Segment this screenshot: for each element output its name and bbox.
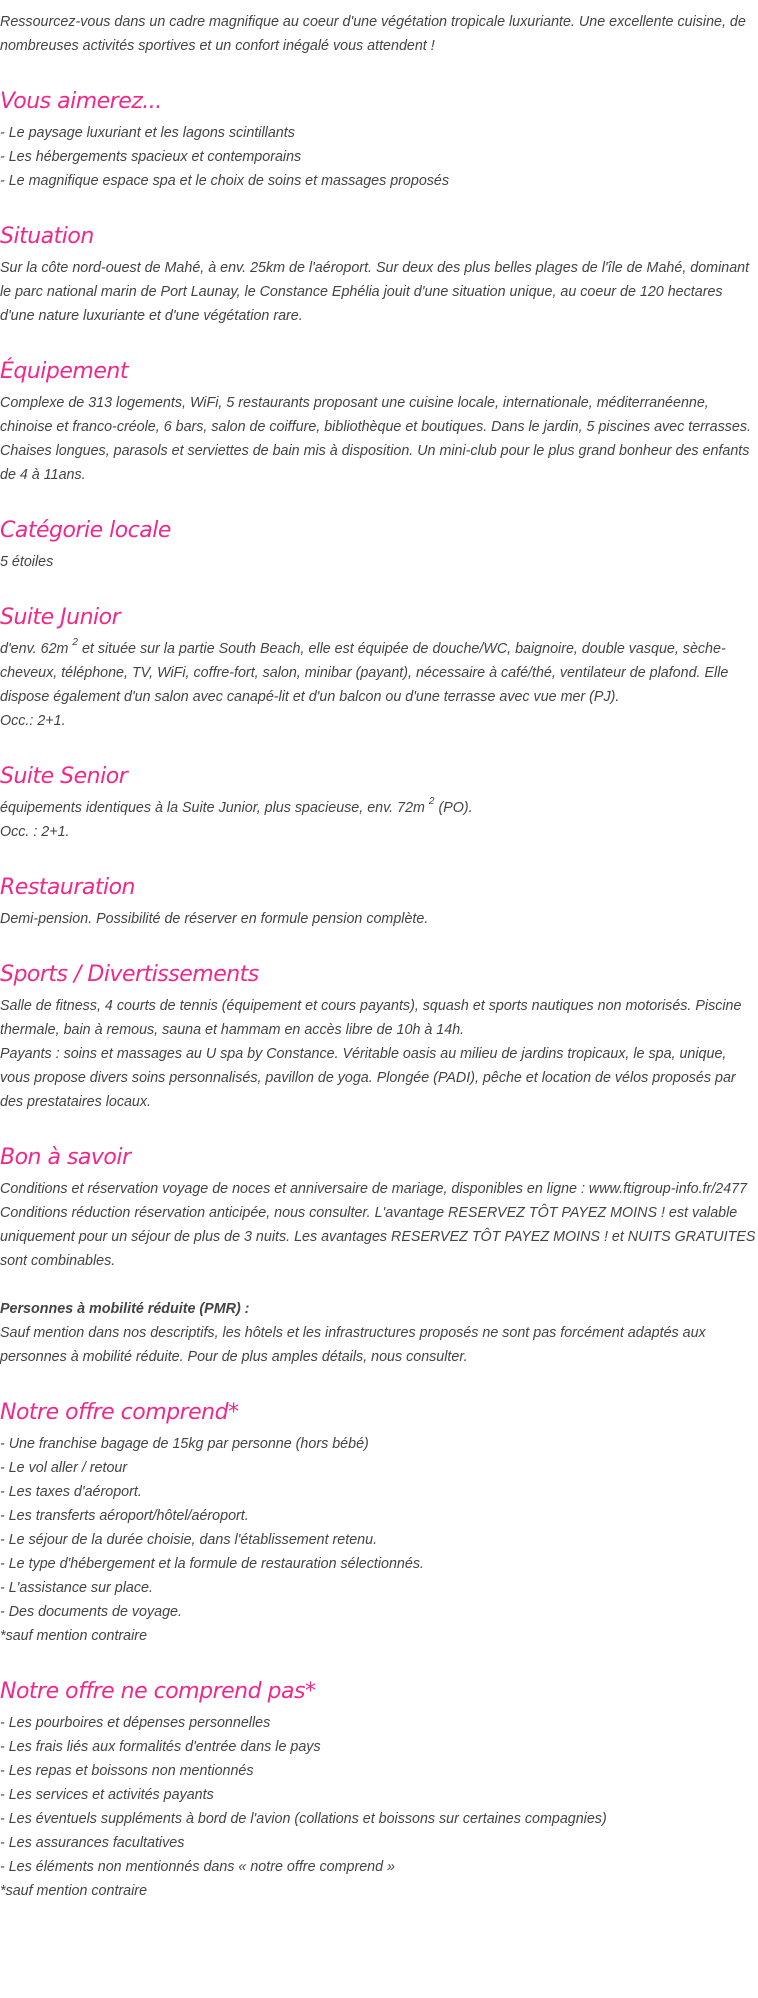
- list-item: - Les repas et boissons non mentionnés: [0, 1763, 254, 1779]
- pmr-label: Personnes à mobilité réduite (PMR) :: [0, 1301, 250, 1317]
- section-sports: [0, 960, 758, 1114]
- text-part: équipements identiques à la Suite Junior, plus spacieuse, env. 72m: [0, 800, 429, 816]
- list-item: - Les hébergements spacieux et contemporains: [0, 149, 302, 165]
- list-item: - Les assurances facultatives: [0, 1835, 185, 1851]
- restauration-text: Demi-pension. Possibilité de réserver en formule pension complète.: [0, 911, 429, 927]
- section-categorie: [0, 516, 758, 574]
- text-part: (PO).: [434, 800, 473, 816]
- hotel-description: [0, 10, 758, 1903]
- list-item: - Les services et activités payants: [0, 1787, 214, 1803]
- section-title: Restauration: [0, 875, 136, 900]
- equipement-text: Complexe de 313 logements, WiFi, 5 restaurants proposant une cuisine locale, internationale, méditerranéenne, chinoise et franco-créole, 6 bars, salon de coiffure, bibliothèque et boutiques. Dans le jardin, 5 piscines avec terrasses. Chaises longues, parasols et serviettes de bain mis à disposition. Un mini-club pour le plus grand bonheur des enfants de 4 à 11ans.: [0, 395, 752, 483]
- conditions-text: Conditions et réservation voyage de noces et anniversaire de mariage, disponibles en ligne : www.ftigroup-info.fr/2477: [0, 1181, 748, 1197]
- section-title: Suite Junior: [0, 605, 121, 630]
- section-title: Bon à savoir: [0, 1145, 131, 1170]
- list-item: - Les taxes d'aéroport.: [0, 1484, 142, 1500]
- list-item: - Le type d'hébergement et la formule de restauration sélectionnés.: [0, 1556, 424, 1572]
- list-item: - Les éléments non mentionnés dans « notre offre comprend »: [0, 1859, 395, 1875]
- list-item: - Les transferts aéroport/hôtel/aéroport.: [0, 1508, 249, 1524]
- footnote: *sauf mention contraire: [0, 1883, 148, 1899]
- section-equipement: [0, 357, 758, 487]
- section-offre-comprend: [0, 1398, 758, 1648]
- occupancy-text: Occ. : 2+1.: [0, 824, 70, 840]
- pmr-text: Sauf mention dans nos descriptifs, les hôtels et les infrastructures proposés ne sont pas forcément adaptés aux personnes à mobilité réduite. Pour de plus amples détails, nous consulter.: [0, 1325, 706, 1365]
- section-restauration: [0, 873, 758, 931]
- list-item: - Le paysage luxuriant et les lagons scintillants: [0, 125, 295, 141]
- section-suite-junior: [0, 603, 758, 733]
- list-item: - Le vol aller / retour: [0, 1460, 128, 1476]
- section-title: Notre offre ne comprend pas*: [0, 1679, 316, 1704]
- list-item: - Une franchise bagage de 15kg par personne (hors bébé): [0, 1436, 369, 1452]
- section-title: Équipement: [0, 359, 128, 384]
- superscript: 2: [428, 796, 435, 808]
- list-item: - L'assistance sur place.: [0, 1580, 153, 1596]
- excluded-list: [0, 1711, 758, 1879]
- list-item: - Les pourboires et dépenses personnelles: [0, 1715, 271, 1731]
- sports-payants-text: Payants : soins et massages au U spa by Constance. Véritable oasis au milieu de jardins tropicaux, le spa, unique, vous propose divers soins personnalisés, pavillon de yoga. Plongée (PADI), pêche et location de vélos proposés par des prestataires locaux.: [0, 1046, 736, 1110]
- list-item: - Des documents de voyage.: [0, 1604, 182, 1620]
- section-suite-senior: [0, 762, 758, 844]
- situation-text: Sur la côte nord-ouest de Mahé, à env. 25km de l'aéroport. Sur deux des plus belles plages de l'île de Mahé, dominant le parc national marin de Port Launay, le Constance Ephélia jouit d'une situation unique, au coeur de 120 hectares d'une nature luxuriante et d'une végétation rare.: [0, 260, 750, 324]
- text-part: d'env. 62m: [0, 641, 73, 657]
- section-bon-a-savoir: [0, 1143, 758, 1369]
- section-offre-ne-comprend-pas: [0, 1677, 758, 1903]
- included-list: [0, 1432, 758, 1624]
- section-title: Catégorie locale: [0, 518, 171, 543]
- text-part: et située sur la partie South Beach, elle est équipée de douche/WC, baignoire, double vasque, sèche-cheveux, téléphone, TV, WiFi, coffre-fort, salon, minibar (payant), nécessaire à café/thé, ventilateur de plafond. Elle dispose également d'un salon avec canapé-lit et d'un balcon ou d'une terrasse avec vue mer (PJ).: [0, 641, 729, 705]
- section-title: Situation: [0, 224, 94, 249]
- superscript: 2: [72, 637, 78, 649]
- section-title: Notre offre comprend*: [0, 1400, 239, 1425]
- list-item: - Le séjour de la durée choisie, dans l'établissement retenu.: [0, 1532, 378, 1548]
- section-title: Vous aimerez...: [0, 89, 162, 114]
- highlights-list: [0, 121, 758, 193]
- section-title: Sports / Divertissements: [0, 962, 259, 987]
- list-item: - Les éventuels suppléments à bord de l'avion (collations et boissons sur certaines compagnies): [0, 1811, 607, 1827]
- suite-junior-text: [0, 637, 758, 709]
- list-item: - Les frais liés aux formalités d'entrée dans le pays: [0, 1739, 321, 1755]
- section-title: Suite Senior: [0, 764, 128, 789]
- occupancy-text: Occ.: 2+1.: [0, 713, 66, 729]
- list-item: - Le magnifique espace spa et le choix de soins et massages proposés: [0, 173, 450, 189]
- reduction-text: Conditions réduction réservation anticipée, nous consulter. L'avantage RESERVEZ TÔT PAYEZ MOINS ! est valable uniquement pour un séjour de plus de 3 nuits. Les avantages RESERVEZ TÔT PAYEZ MOINS ! et NUITS GRATUITES sont combinables.: [0, 1205, 756, 1269]
- sports-text: Salle de fitness, 4 courts de tennis (équipement et cours payants), squash et sports nautiques non motorisés. Piscine thermale, bain à remous, sauna et hammam en accès libre de 10h à 14h.: [0, 998, 742, 1038]
- intro-text: Ressourcez-vous dans un cadre magnifique au coeur d'une végétation tropicale luxuriante. Une excellente cuisine, de nombreuses activités sportives et un confort inégalé vous attendent !: [0, 14, 746, 54]
- footnote: *sauf mention contraire: [0, 1628, 148, 1644]
- categorie-text: 5 étoiles: [0, 554, 54, 570]
- suite-senior-text: [0, 796, 758, 820]
- section-situation: [0, 222, 758, 328]
- section-vous-aimerez: [0, 87, 758, 193]
